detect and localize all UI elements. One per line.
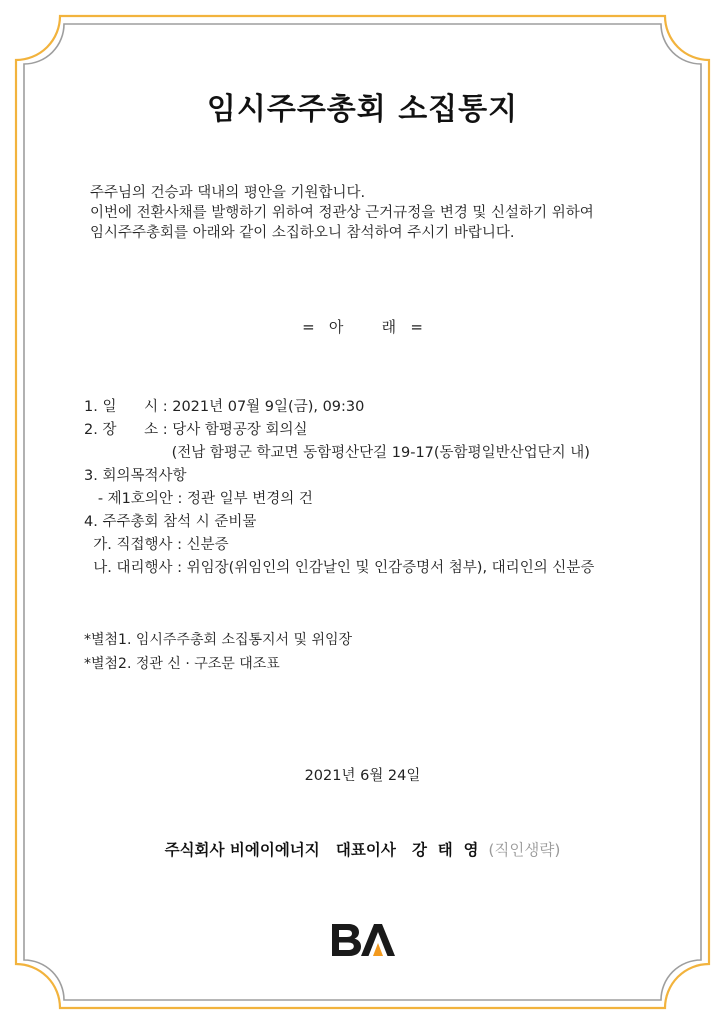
detail-address: (전남 함평군 학교면 동함평산단길 19-17(동함평일반산업단지 내) — [84, 445, 590, 461]
section-heading: = 아 래 = — [302, 318, 423, 336]
signature-line — [0, 838, 725, 860]
detail-datetime: 1. 일 시 : 2021년 07월 9일(금), 09:30 — [84, 399, 365, 415]
intro-paragraph — [90, 183, 650, 243]
document-title: 임시주주총회 소집통지 — [206, 92, 519, 127]
attachment-item: *별첨2. 정관 신 · 구조문 대조표 — [84, 656, 280, 672]
attachments-list — [84, 628, 664, 676]
company-logo — [330, 922, 396, 958]
seal-note: (직인생략) — [488, 841, 561, 859]
detail-requirements-heading: 4. 주주총회 참석 시 준비물 — [84, 514, 257, 530]
issue-date: 2021년 6월 24일 — [304, 768, 421, 784]
intro-line: 이번에 전환사채를 발행하기 위하여 정관상 근거규정을 변경 및 신설하기 위하여 — [90, 205, 594, 221]
detail-requirement-direct: 가. 직접행사 : 신분증 — [84, 537, 229, 553]
intro-line: 주주님의 건승과 댁내의 평안을 기원합니다. — [90, 185, 366, 201]
intro-line: 임시주주총회를 아래와 같이 소집하오니 참석하여 주시기 바랍니다. — [90, 225, 515, 241]
detail-place: 2. 장 소 : 당사 함평공장 회의실 — [84, 422, 308, 438]
detail-requirement-proxy: 나. 대리행사 : 위임장(위임인의 인감날인 및 인감증명서 첨부), 대리인의 신분증 — [84, 560, 595, 576]
meeting-details — [84, 396, 664, 580]
attachment-item: *별첨1. 임시주주총회 소집통지서 및 위임장 — [84, 632, 353, 648]
detail-agenda-item: - 제1호의안 : 정관 일부 변경의 건 — [84, 491, 313, 507]
signature-main: 주식회사 비에이에너지 대표이사 강 태 영 — [164, 841, 479, 859]
logo-letter-b — [332, 924, 361, 956]
detail-agenda-heading: 3. 회의목적사항 — [84, 468, 187, 484]
logo-accent-triangle — [373, 943, 383, 956]
